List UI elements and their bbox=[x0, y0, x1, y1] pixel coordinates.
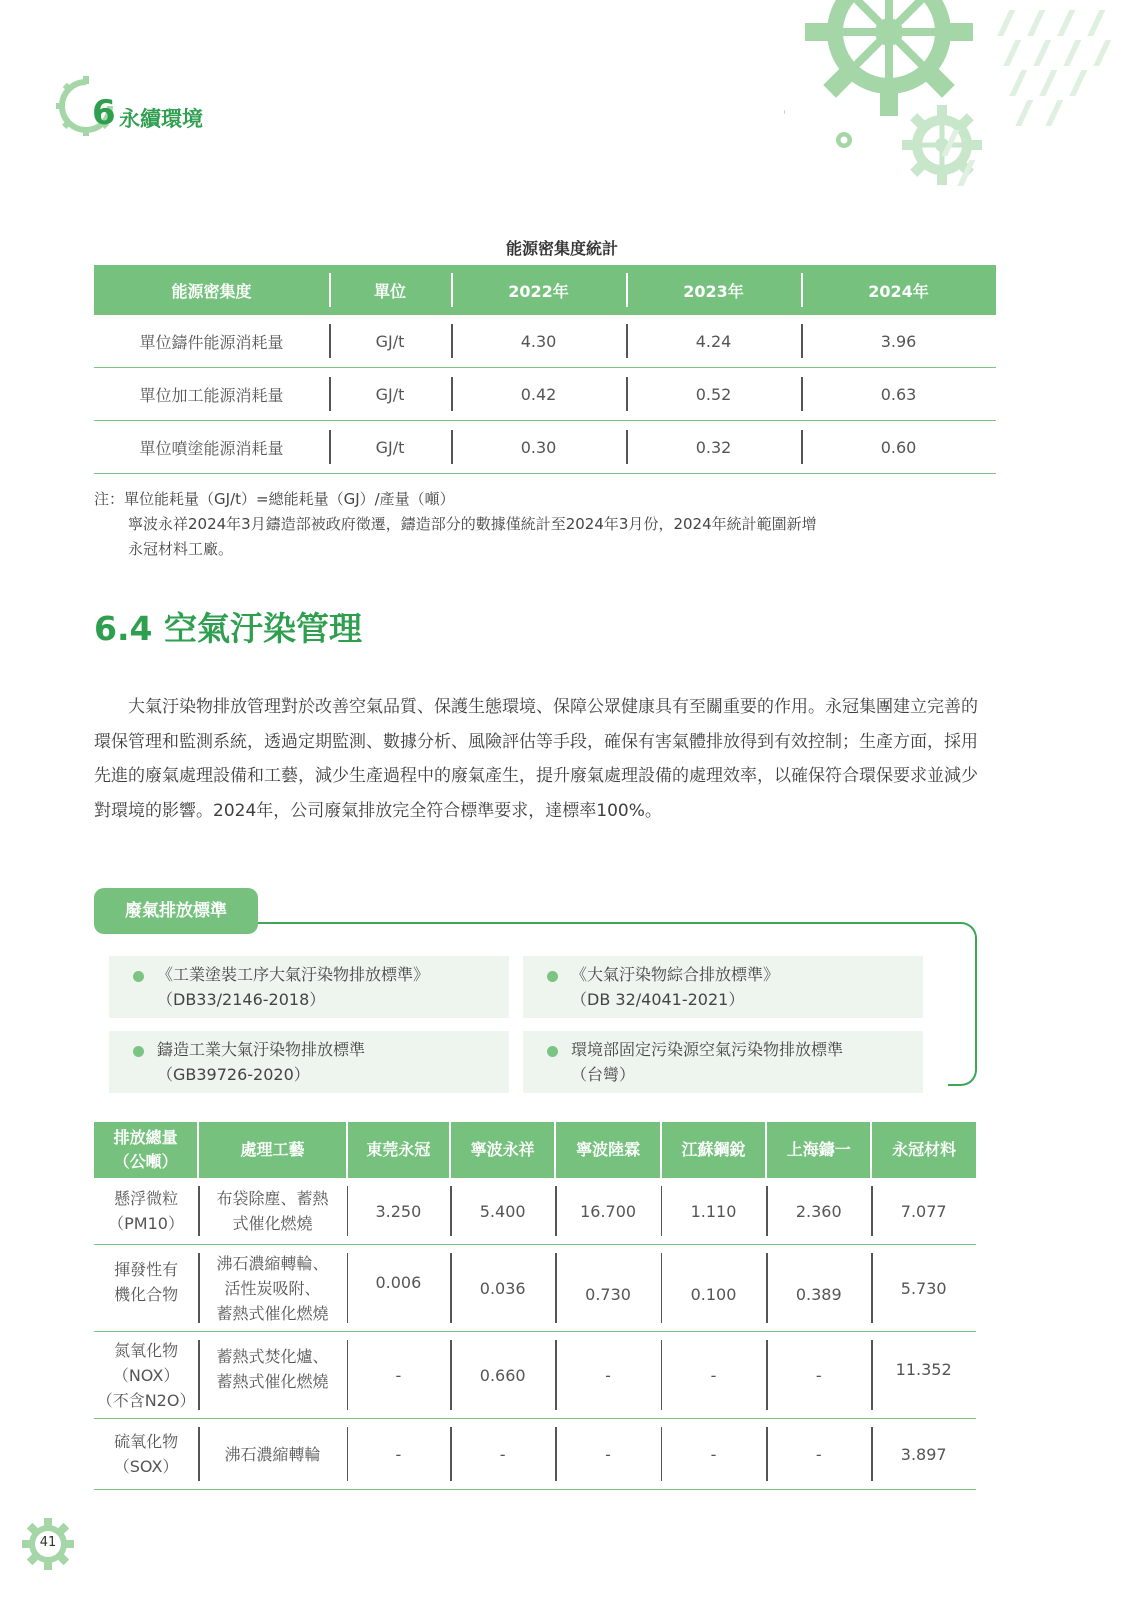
column-header: 處理工藝 bbox=[198, 1122, 347, 1178]
table-cell: 0.52 bbox=[626, 368, 801, 421]
standard-name: 《大氣汙染物綜合排放標準》 bbox=[571, 965, 780, 984]
page-number: 41 bbox=[39, 1535, 57, 1550]
pollutant-line: 機化合物 bbox=[114, 1285, 179, 1304]
table-cell: 0.42 bbox=[451, 368, 626, 421]
pollutant-line: 硫氧化物 bbox=[114, 1432, 179, 1451]
energy-intensity-table bbox=[94, 265, 996, 474]
bullet-dot-icon bbox=[547, 1046, 558, 1057]
standard-code: （DB33/2146-2018） bbox=[157, 990, 326, 1009]
note-label: 注： bbox=[94, 490, 125, 508]
value-cell: 0.660 bbox=[450, 1332, 555, 1419]
table-cell: 0.30 bbox=[451, 421, 626, 474]
table-cell: 單位鑄件能源消耗量 bbox=[94, 315, 329, 368]
standard-name: 《工業塗裝工序大氣汙染物排放標準》 bbox=[157, 965, 430, 984]
value-cell: 3.250 bbox=[347, 1178, 450, 1245]
value-cell: 3.897 bbox=[871, 1419, 976, 1490]
pollutant-cell bbox=[94, 1419, 198, 1490]
process-line: 蓄熱式催化燃燒 bbox=[216, 1303, 329, 1323]
table-note bbox=[94, 487, 974, 562]
table-cell: 0.32 bbox=[626, 421, 801, 474]
chapter-number: 6 bbox=[92, 93, 116, 133]
value-cell: 2.360 bbox=[766, 1178, 871, 1245]
process-line: 蓄熱式焚化爐、 bbox=[216, 1347, 329, 1366]
table-cell: GJ/t bbox=[329, 421, 451, 474]
energy-table-caption: 能源密集度統計 bbox=[505, 239, 618, 258]
pollutant-line: 氮氧化物 bbox=[114, 1340, 179, 1360]
table-cell: GJ/t bbox=[329, 368, 451, 421]
process-line: 活性炭吸附、 bbox=[224, 1278, 321, 1298]
standard-item bbox=[109, 956, 509, 1018]
table-cell: 3.96 bbox=[801, 315, 996, 368]
value-cell: - bbox=[347, 1419, 450, 1490]
value-text: 0.389 bbox=[795, 1284, 842, 1304]
header-line: （公噸） bbox=[113, 1152, 178, 1171]
column-header: 東莞永冠 bbox=[347, 1122, 450, 1178]
table-row bbox=[94, 421, 996, 474]
column-header: 上海鑄一 bbox=[766, 1122, 871, 1178]
value-cell: - bbox=[661, 1419, 766, 1490]
table-row bbox=[94, 1178, 976, 1245]
table-cell: 0.60 bbox=[801, 421, 996, 474]
pollutant-line: 懸浮微粒 bbox=[114, 1189, 179, 1208]
table-header-row bbox=[94, 1122, 976, 1178]
value-cell: - bbox=[661, 1332, 766, 1419]
process-cell bbox=[198, 1178, 347, 1245]
process-line: 式催化燃燒 bbox=[232, 1214, 313, 1233]
process-cell bbox=[198, 1245, 347, 1332]
bullet-dot-icon bbox=[547, 971, 558, 982]
value-text: 11.352 bbox=[895, 1359, 952, 1379]
standard-name: 環境部固定污染源空氣污染物排放標準 bbox=[571, 1040, 844, 1059]
process-line: 沸石濃縮轉輪、 bbox=[216, 1253, 329, 1273]
process-cell bbox=[198, 1419, 347, 1490]
value-cell bbox=[555, 1245, 661, 1332]
value-cell: 16.700 bbox=[555, 1178, 661, 1245]
column-header: 單位 bbox=[329, 265, 451, 315]
value-text: 0.100 bbox=[690, 1284, 737, 1304]
process-text bbox=[216, 1344, 328, 1394]
standard-item bbox=[523, 956, 923, 1018]
standard-code: （台彎） bbox=[571, 1065, 636, 1084]
column-header: 2022年 bbox=[451, 265, 626, 315]
table-cell: GJ/t bbox=[329, 315, 451, 368]
emissions-table bbox=[94, 1122, 976, 1490]
value-cell: 5.400 bbox=[450, 1178, 555, 1245]
pollutant-line: （SOX） bbox=[113, 1457, 179, 1476]
column-header bbox=[94, 1122, 198, 1178]
standard-item bbox=[523, 1031, 923, 1093]
pollutant-cell bbox=[94, 1332, 198, 1419]
table-row bbox=[94, 1245, 976, 1332]
standard-code: （DB 32/4041-2021） bbox=[571, 990, 745, 1009]
table-cell: 4.30 bbox=[451, 315, 626, 368]
chapter-title: 永續環境 bbox=[119, 107, 203, 131]
note-line: 寧波永祥2024年3月鑄造部被政府徵遷，鑄造部分的數據僅統計至2024年3月份，2024年統計範圍新增 bbox=[128, 515, 817, 533]
section-title: 6.4 空氣汙染管理 bbox=[94, 609, 362, 648]
note-line: 單位能耗量（GJ/t）=總能耗量（GJ）/產量（噸） bbox=[124, 490, 455, 508]
table-row bbox=[94, 1419, 976, 1490]
table-cell: 0.63 bbox=[801, 368, 996, 421]
value-cell bbox=[766, 1245, 871, 1332]
table-cell: 單位加工能源消耗量 bbox=[94, 368, 329, 421]
table-cell: 4.24 bbox=[626, 315, 801, 368]
standard-item bbox=[109, 1031, 509, 1093]
process-line: 沸石濃縮轉輪 bbox=[224, 1444, 321, 1464]
value-cell: 0.036 bbox=[450, 1245, 555, 1332]
pollutant-line: （NOX） bbox=[112, 1365, 180, 1385]
pollutant-cell bbox=[94, 1245, 198, 1332]
value-cell: - bbox=[555, 1419, 661, 1490]
value-cell: 1.110 bbox=[661, 1178, 766, 1245]
column-header: 寧波陸霖 bbox=[555, 1122, 661, 1178]
process-line: 蓄熱式催化燃燒 bbox=[216, 1372, 329, 1391]
pollutant-line: （PM10） bbox=[108, 1214, 184, 1233]
pollutant-cell bbox=[94, 1178, 198, 1245]
value-cell bbox=[661, 1245, 766, 1332]
table-row bbox=[94, 315, 996, 368]
pollutant-text bbox=[114, 1257, 178, 1307]
value-cell: - bbox=[766, 1419, 871, 1490]
value-cell: - bbox=[555, 1332, 661, 1419]
column-header: 能源密集度 bbox=[94, 265, 329, 315]
table-row bbox=[94, 368, 996, 421]
value-cell: - bbox=[766, 1332, 871, 1419]
value-text: 0.006 bbox=[375, 1272, 422, 1292]
bullet-dot-icon bbox=[133, 971, 144, 982]
process-line: 布袋除塵、蓄熱 bbox=[216, 1189, 329, 1208]
value-cell: 7.077 bbox=[871, 1178, 976, 1245]
column-header: 江蘇鋼銳 bbox=[661, 1122, 766, 1178]
column-header: 永冠材料 bbox=[871, 1122, 976, 1178]
value-text: 0.730 bbox=[585, 1284, 631, 1304]
decorative-gears-icon bbox=[784, 0, 1124, 210]
bullet-dot-icon bbox=[133, 1046, 144, 1057]
value-cell: - bbox=[450, 1419, 555, 1490]
note-line: 永冠材料工廠。 bbox=[128, 540, 234, 558]
section-paragraph: 大氣汙染物排放管理對於改善空氣品質、保護生態環境、保障公眾健康具有至關重要的作用。永冠集團建立完善的環保管理和監測系統，透過定期監測、數據分析、風險評估等手段，確保有害氣體排放得到有效控制；生產方面，採用先進的廢氣處理設備和工藝，減少生產過程中的廢氣產生，提升廢氣處理設備的處理效率，以確保符合環保要求並減少對環境的影響。2024年，公司廢氣排放完全符合標準要求，達標率100%。 bbox=[94, 697, 978, 821]
value-cell bbox=[347, 1245, 450, 1332]
value-cell: - bbox=[347, 1332, 450, 1419]
table-cell: 單位噴塗能源消耗量 bbox=[94, 421, 329, 474]
pollutant-line: （不含N2O） bbox=[96, 1390, 196, 1410]
column-header: 寧波永祥 bbox=[450, 1122, 555, 1178]
table-row bbox=[94, 1332, 976, 1419]
standard-name: 鑄造工業大氣汙染物排放標準 bbox=[157, 1040, 366, 1059]
value-cell: 5.730 bbox=[871, 1245, 976, 1332]
standard-code: （GB39726-2020） bbox=[157, 1065, 310, 1084]
column-header: 2024年 bbox=[801, 265, 996, 315]
table-header-row bbox=[94, 265, 996, 315]
column-header: 2023年 bbox=[626, 265, 801, 315]
pollutant-line: 揮發性有 bbox=[114, 1260, 179, 1279]
process-cell bbox=[198, 1332, 347, 1419]
standards-tab-label: 廢氣排放標準 bbox=[94, 888, 258, 934]
value-cell bbox=[871, 1332, 976, 1419]
header-line: 排放總量 bbox=[113, 1128, 178, 1147]
